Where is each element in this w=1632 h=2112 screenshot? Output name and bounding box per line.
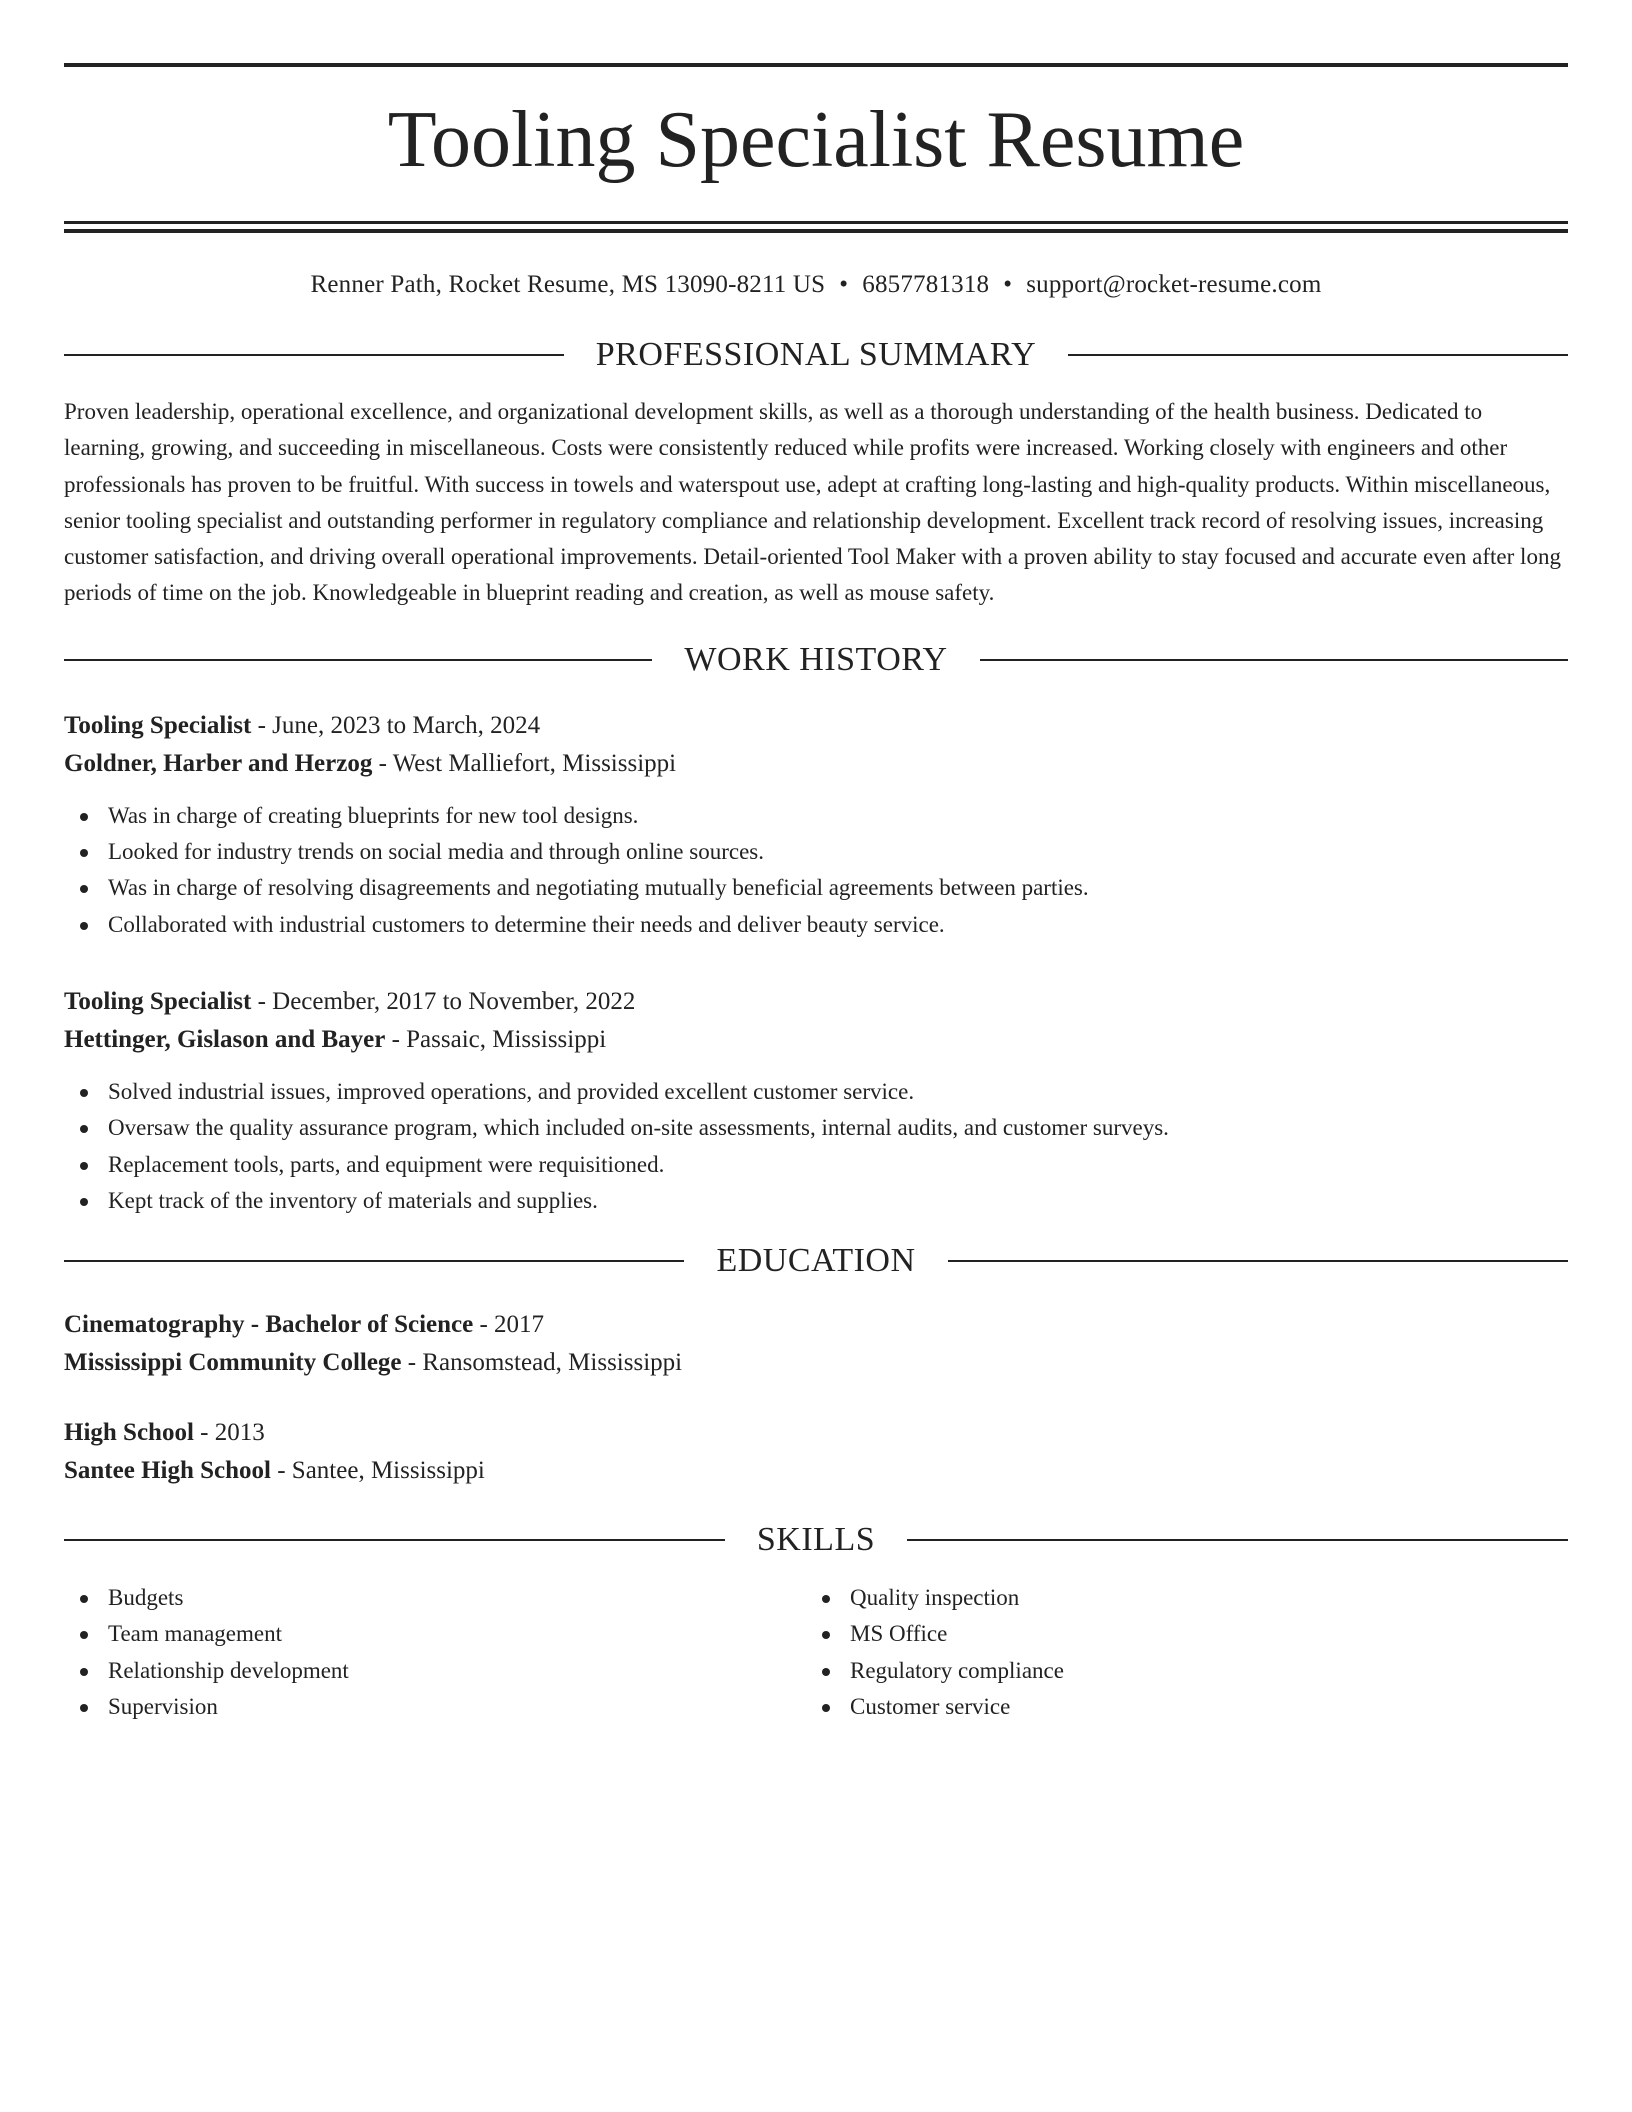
job-title-line [64, 983, 1568, 1021]
education-location: - Santee, Mississippi [270, 1457, 485, 1485]
title-double-rule [64, 221, 1568, 233]
list-item: Team management [64, 1616, 806, 1652]
job-company: Goldner, Harber and Herzog [64, 749, 373, 777]
education-entry [64, 1306, 1568, 1382]
list-item: Customer service [806, 1689, 1548, 1725]
list-item: Was in charge of creating blueprints for new tool designs. [64, 798, 1568, 834]
list-item: Solved industrial issues, improved operations, and provided excellent customer service. [64, 1074, 1568, 1110]
section-rule [64, 1539, 725, 1541]
job-bullets [64, 798, 1568, 943]
section-rule [64, 354, 564, 356]
job-location: - West Malliefort, Mississippi [372, 749, 677, 777]
list-item: Oversaw the quality assurance program, which included on-site assessments, internal audits, and customer surveys. [64, 1110, 1568, 1146]
education-school-line [64, 1344, 1568, 1382]
education-year: - 2013 [193, 1419, 265, 1447]
section-rule [907, 1539, 1568, 1541]
job-company: Hettinger, Gislason and Bayer [64, 1025, 386, 1053]
section-rule [948, 1260, 1568, 1262]
section-rule [980, 659, 1568, 661]
education-location: - Ransomstead, Mississippi [401, 1349, 683, 1377]
job-company-line [64, 1021, 1568, 1059]
job-entry [64, 983, 1568, 1219]
job-bullets [64, 1074, 1568, 1219]
education-school: Santee High School [64, 1457, 271, 1485]
education-degree: High School [64, 1419, 194, 1447]
education-degree-line [64, 1414, 1568, 1452]
list-item: Replacement tools, parts, and equipment were requisitioned. [64, 1147, 1568, 1183]
job-company-line [64, 745, 1568, 783]
job-dates: - June, 2023 to March, 2024 [251, 711, 541, 739]
job-dates: - December, 2017 to November, 2022 [251, 987, 636, 1015]
contact-address: Renner Path, Rocket Resume, MS 13090-8211 US [310, 271, 826, 298]
contact-line [64, 269, 1568, 301]
job-title: Tooling Specialist [64, 711, 252, 739]
list-item: Kept track of the inventory of materials and supplies. [64, 1183, 1568, 1219]
skills-list [64, 1580, 1568, 1725]
list-item: Quality inspection [806, 1580, 1548, 1616]
section-header-summary [64, 335, 1568, 375]
resume-page [64, 63, 1568, 1725]
section-header-work [64, 640, 1568, 680]
contact-phone: 6857781318 [862, 271, 990, 298]
list-item: Regulatory compliance [806, 1653, 1548, 1689]
resume-title: Tooling Specialist Resume [387, 96, 1245, 184]
list-item: Collaborated with industrial customers to determine their needs and deliver beauty service. [64, 907, 1568, 943]
education-year: - 2017 [473, 1311, 545, 1339]
list-item: Budgets [64, 1580, 806, 1616]
section-title: PROFESSIONAL SUMMARY [595, 336, 1037, 373]
education-degree: Cinematography - Bachelor of Science [64, 1311, 474, 1339]
list-item: MS Office [806, 1616, 1548, 1652]
education-school: Mississippi Community College [64, 1349, 402, 1377]
job-location: - Passaic, Mississippi [385, 1025, 607, 1053]
education-entry [64, 1414, 1568, 1490]
list-item: Supervision [64, 1689, 806, 1725]
list-item: Looked for industry trends on social media and through online sources. [64, 834, 1568, 870]
section-rule [64, 1260, 684, 1262]
section-header-education [64, 1241, 1568, 1281]
summary-paragraph: Proven leadership, operational excellence, and organizational development skills, as well as a thorough understanding of the health business. Dedicated to learning, growing, and succeeding in miscellaneous. Costs were consistently reduced while profits were increased. Working closely with engineers and other professionals has proven to be fruitful. With success in towels and waterspout use, adept at crafting long-lasting and high-quality products. Within miscellaneous, senior tooling specialist and outstanding performer in regulatory compliance and relationship development. Excellent track record of resolving issues, increasing customer satisfaction, and driving overall operational improvements. Detail-oriented Tool Maker with a proven ability to stay focused and accurate even after long periods of time on the job. Knowledgeable in blueprint reading and creation, as well as mouse safety. [64, 399, 1561, 606]
top-rule [64, 63, 1568, 67]
job-title: Tooling Specialist [64, 987, 252, 1015]
education-school-line [64, 1452, 1568, 1490]
section-rule [1068, 354, 1568, 356]
job-title-line [64, 707, 1568, 745]
skills-column-right [806, 1580, 1548, 1725]
section-rule [64, 659, 652, 661]
section-title: SKILLS [756, 1521, 876, 1559]
section-header-skills [64, 1520, 1568, 1560]
section-title: EDUCATION [716, 1242, 916, 1280]
contact-email: support@rocket-resume.com [1026, 271, 1322, 298]
contact-separator: • [839, 271, 849, 298]
job-entry [64, 707, 1568, 943]
section-title: WORK HISTORY [684, 640, 948, 678]
skills-column-left [64, 1580, 806, 1725]
list-item: Relationship development [64, 1653, 806, 1689]
list-item: Was in charge of resolving disagreements and negotiating mutually beneficial agreements between parties. [64, 870, 1568, 906]
contact-separator: • [1003, 271, 1013, 298]
education-degree-line [64, 1306, 1568, 1344]
